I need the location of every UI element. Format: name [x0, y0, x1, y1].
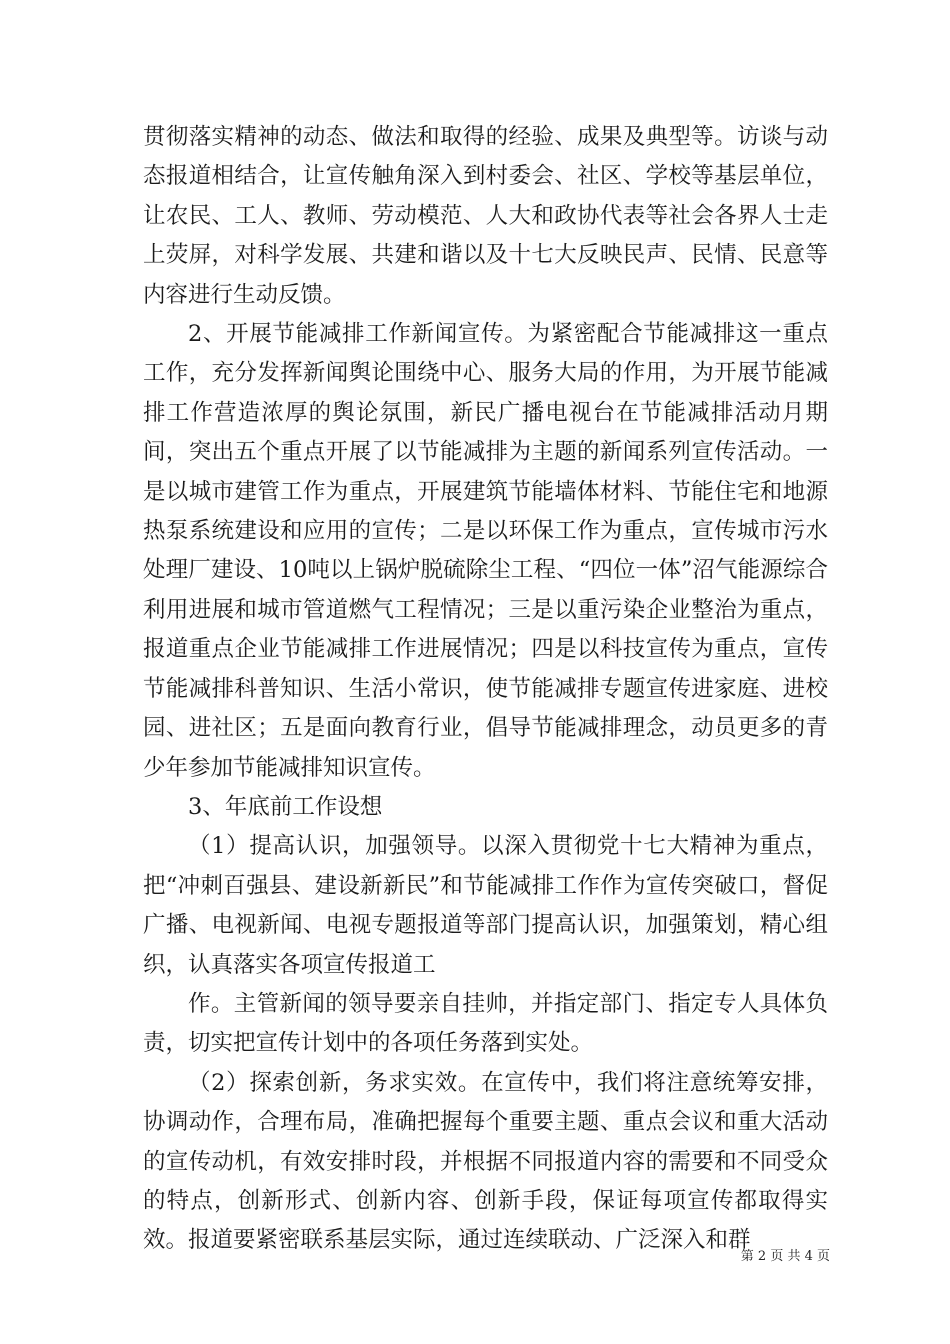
paragraph-item-2: （2）探索创新，务求实效。在宣传中，我们将注意统筹安排，协调动作，合理布局，准确把握每个重要主题、重点会议和重大活动的宣传动机，有效安排时段，并根据不同报道内容的需要和不同受众的特点，创新形式、创新内容、创新手段，保证每项宣传都取得实效。报道要紧密联系基层实际，通过连续联动、广泛深入和群	[143, 1069, 828, 1254]
paragraph-item-1-continued: 作。主管新闻的领导要亲自挂帅，并指定部门、指定专人具体负责，切实把宣传计划中的各项任务落到实处。	[143, 990, 828, 1057]
paragraph-item-1: （1）提高认识，加强领导。以深入贯彻党十七大精神为重点，把“冲刺百强县、建设新新民”和节能减排工作作为宣传突破口，督促广播、电视新闻、电视专题报道等部门提高认识，加强策划，精心组织，认真落实各项宣传报道工	[143, 833, 828, 978]
document-body	[143, 118, 828, 1261]
page-number-footer: 第 2 页 共 4 页	[740, 1249, 830, 1264]
paragraph-continuation: 贯彻落实精神的动态、做法和取得的经验、成果及典型等。访谈与动态报道相结合，让宣传触角深入到村委会、社区、学校等基层单位，让农民、工人、教师、劳动模范、人大和政协代表等社会各界人士走上荧屏，对科学发展、共建和谐以及十七大反映民声、民情、民意等内容进行生动反馈。	[143, 124, 828, 308]
paragraph-energy-saving: 2、开展节能减排工作新闻宣传。为紧密配合节能减排这一重点工作，充分发挥新闻舆论围绕中心、服务大局的作用，为开展节能减排工作营造浓厚的舆论氛围，新民广播电视台在节能减排活动月期间，突出五个重点开展了以节能减排为主题的新闻系列宣传活动。一是以城市建管工作为重点，开展建筑节能墙体材料、节能住宅和地源热泵系统建设和应用的宣传；二是以环保工作为重点，宣传城市污水处理厂建设、10吨以上锅炉脱硫除尘工程、“四位一体”沼气能源综合利用进展和城市管道燃气工程情况；三是以重污染企业整治为重点，报道重点企业节能减排工作进展情况；四是以科技宣传为重点，宣传节能减排科普知识、生活小常识，使节能减排专题宣传进家庭、进校园、进社区；五是面向教育行业，倡导节能减排理念，动员更多的青少年参加节能减排知识宣传。	[143, 321, 828, 781]
section-heading-plan: 3、年底前工作设想	[188, 793, 383, 820]
